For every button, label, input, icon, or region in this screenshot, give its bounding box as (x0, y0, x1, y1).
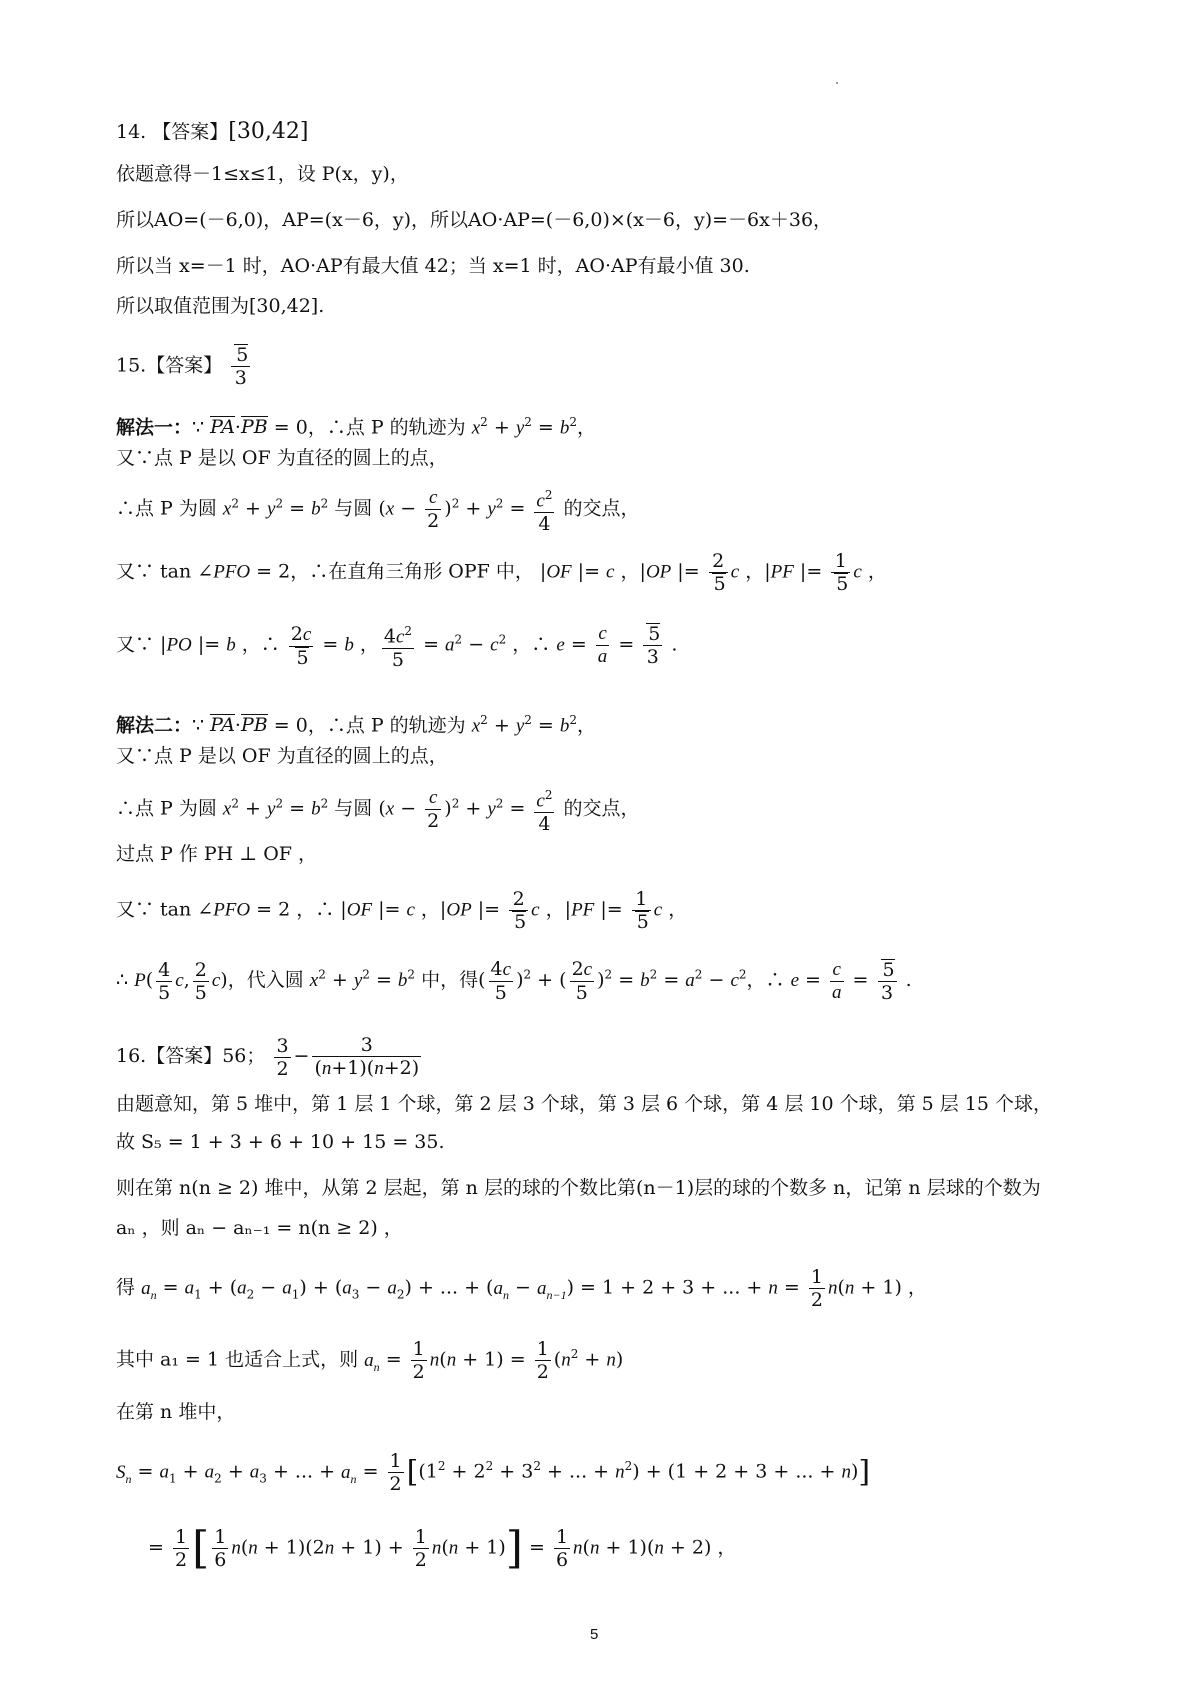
q15-m1-line-2: 又∵点 P 是以 OF 为直径的圆上的点， (116, 447, 448, 469)
q16-line-7: 在第 n 堆中， (116, 1401, 236, 1423)
q16-label: 16.【答案】 (116, 1045, 223, 1067)
method-2-title: 解法二： (116, 714, 193, 737)
q14-answer-line (116, 118, 308, 146)
q14-line-3: 所以当 x=－1 时，AO·AP有最大值 42；当 x=1 时，AO·AP有最小值 30. (116, 255, 750, 277)
q16-line-5: 得 $a_n = a_1 + (a_2 - a_1) + (a_3 - a_2)$ + ... + $(a_n - a_{n-1}) = 1 + 2 + 3$ + ... + n = $\frac{1}{2}$ n(n + 1) ， (116, 1266, 927, 1311)
q14-answer: [30,42] (228, 119, 309, 144)
q15-m2-line-3: ∴点 P 为圆 $x^2 + y^2 = b^2$ 与圆 (x − $\frac{c}{2}$ )$^2 + y^2$ = $\frac{c^2}{4}$ 的交点， (116, 784, 640, 835)
scan-dot (836, 82, 838, 84)
q16-line-3: 则在第 n(n ≥ 2) 堆中，从第 2 层起，第 n 层的球的个数比第(n－1)层的球的个数多 n，记第 n 层球的个数为 (116, 1177, 1041, 1199)
q15-m1-line-4: 又∵ tan ∠PFO = 2，∴在直角三角形 OPF 中， |OF |= c ，|OP |= $\frac{2}{5}$ c ，|PF |= $\frac{1}{5}$ c ， (116, 550, 887, 595)
q15-m2-line-2: 又∵点 P 是以 OF 为直径的圆上的点， (116, 745, 448, 767)
q15-m2-line-1: 解法二：∵ PA·PB = 0，∴点 P 的轨迹为 $x^2 + y^2 = b^2$， (116, 713, 597, 737)
q14-line-2: 所以AO=(－6,0)，AP=(x－6，y)，所以AO·AP=(－6,0)×(x－6，y)=－6x＋36， (116, 209, 833, 231)
q15-answer-fraction: $\frac{5}{3}$ (231, 344, 250, 389)
q14-label: 14. 【答案】 (116, 121, 229, 143)
method-1-title: 解法一： (116, 416, 193, 439)
q16-line-6: 其中 a₁ = 1 也适合上式，则 $a_n$ = $\frac{1}{2}$ n(n + 1) = $\frac{1}{2}$ $(n^2 + n)$ (116, 1338, 624, 1383)
q16-line-9: = $\frac{1}{2}$ [ $\frac{1}{6}$ n(n + 1)(2n + 1) + $\frac{1}{2}$ n(n + 1)] = $\frac{1}{6}$ n(n + 1)(n + 2) ， (148, 1522, 737, 1574)
q16-line-2: 故 S₅ = 1 + 3 + 6 + 10 + 15 = 35. (116, 1131, 445, 1153)
page-number: 5 (590, 1626, 599, 1643)
q16-answer-line: 16.【答案】56； $\frac{3}{2}$ − $\frac{3}{(n+1)(n+2)}$ (116, 1034, 420, 1080)
q14-line-1: 依题意得－1≤x≤1，设 P(x，y)， (116, 163, 409, 185)
q15-label: 15.【答案】 (116, 354, 223, 377)
q15-m2-line-5: 又∵ tan ∠PFO = 2 ，∴ |OF |= c ，|OP |= $\frac{2}{5}$ c ，|PF |= $\frac{1}{5}$ c ， (116, 888, 688, 933)
q15-m1-line-1: 解法一：∵ PA·PB = 0，∴点 P 的轨迹为 $x^2 + y^2 = b^2$， (116, 415, 597, 439)
q15-m2-line-6: ∴ P( $\frac{4}{5}$ c, $\frac{2}{5}$ c)，代入圆 $x^2 + y^2 = b^2$ 中，得( $\frac{4c}{5}$ )$^2$ + ( $\frac{2c}{5}$ )$^2 = b^2 = a^2 - c^2$，∴ e = $\frac{c}{a}$ = $\frac{5}{3}$ . (116, 958, 912, 1004)
q15-m1-line-5: 又∵ |PO |= b ，∴ $\frac{2c}{5}$ = b ， $\frac{4c^2}{5}$ = $a^2 - c^2$ ，∴ e = $\frac{c}{a}$ = $\frac{5}{3}$ . (116, 620, 677, 671)
q14-line-4: 所以取值范围为[30,42]. (116, 295, 325, 317)
q16-line-1: 由题意知，第 5 堆中，第 1 层 1 个球，第 2 层 3 个球，第 3 层 6 个球，第 4 层 10 个球，第 5 层 15 个球， (116, 1093, 1053, 1115)
q16-line-4: aₙ ，则 aₙ − aₙ₋₁ = n(n ≥ 2) ， (116, 1217, 403, 1239)
q15-m1-line-3: ∴点 P 为圆 $x^2 + y^2 = b^2$ 与圆 (x − $\frac{c}{2}$ )$^2 + y^2$ = $\frac{c^2}{4}$ 的交点， (116, 484, 640, 535)
q16-line-8: $S_n = a_1 + a_2 + a_3$ + ... + $a_n$ = $\frac{1}{2}$ [($1^2 + 2^2 + 3^2$ + ... + $n^2) + (1 + 2 + 3$ + ... + n)] (116, 1450, 871, 1495)
q15-m2-line-4: 过点 P 作 PH ⊥ OF ， (116, 843, 318, 865)
q15-answer-line (116, 344, 253, 389)
